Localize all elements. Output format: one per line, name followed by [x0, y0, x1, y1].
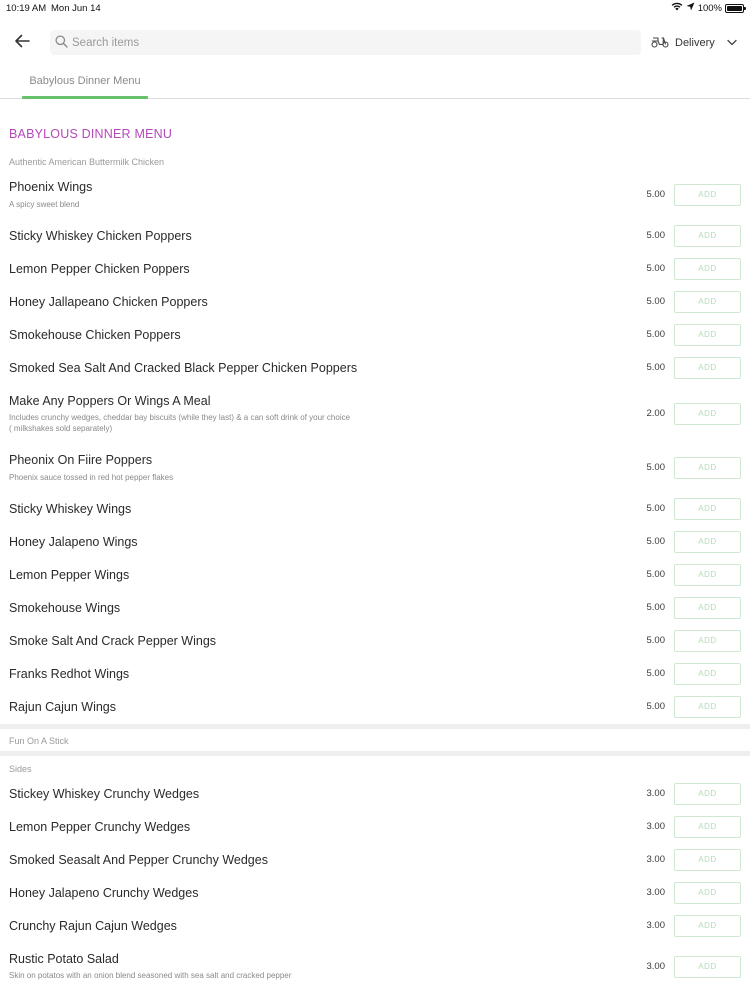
menu-item-name[interactable]: Stickey Whiskey Crunchy Wedges [9, 787, 200, 801]
add-button[interactable]: ADD [674, 630, 741, 652]
menu-item-name[interactable]: Honey Jalapeno Crunchy Wedges [9, 886, 199, 900]
menu-item-name[interactable]: Sticky Whiskey Chicken Poppers [9, 229, 192, 243]
add-button[interactable]: ADD [674, 403, 741, 425]
menu-item-price: 5.00 [646, 635, 665, 646]
menu-item-name[interactable]: Honey Jallapeano Chicken Poppers [9, 295, 208, 309]
add-button[interactable]: ADD [674, 498, 741, 520]
section-label: Fun On A Stick [9, 736, 69, 746]
menu-item-name[interactable]: Phoenix Wings [9, 180, 93, 194]
add-button[interactable]: ADD [674, 663, 741, 685]
menu-item-name[interactable]: Pheonix On Fiire Poppers [9, 453, 153, 467]
scooter-icon [651, 34, 669, 51]
menu-item-price: 5.00 [646, 668, 665, 679]
menu-item-name[interactable]: Rajun Cajun Wings [9, 700, 116, 714]
search-icon [55, 35, 68, 53]
delivery-label: Delivery [675, 36, 715, 49]
menu-item-price: 5.00 [646, 263, 665, 274]
delivery-selector[interactable] [651, 34, 737, 51]
add-button[interactable]: ADD [674, 258, 741, 280]
add-button[interactable]: ADD [674, 291, 741, 313]
menu-title: BABYLOUS DINNER MENU [9, 127, 173, 141]
battery-percent: 100% [697, 2, 722, 14]
status-date: Mon Jun 14 [51, 3, 101, 14]
menu-item-price: 3.00 [646, 854, 665, 865]
menu-item-price: 5.00 [646, 701, 665, 712]
menu-item-price: 5.00 [646, 362, 665, 373]
tab-label: Babylous Dinner Menu [29, 75, 141, 87]
section-divider [0, 751, 750, 756]
menu-item-name[interactable]: Smoke Salt And Crack Pepper Wings [9, 634, 217, 648]
menu-item-price: 5.00 [646, 536, 665, 547]
menu-item-price: 5.00 [646, 602, 665, 613]
menu-item-price: 5.00 [646, 569, 665, 580]
menu-item-name[interactable]: Smoked Sea Salt And Cracked Black Pepper Chicken Poppers [9, 361, 358, 375]
chevron-down-icon [727, 37, 737, 49]
add-button[interactable]: ADD [674, 882, 741, 904]
add-button[interactable]: ADD [674, 457, 741, 479]
menu-item-price: 3.00 [646, 788, 665, 799]
status-time: 10:19 AM [6, 3, 47, 14]
menu-item-name[interactable]: Sticky Whiskey Wings [9, 502, 132, 516]
add-button[interactable]: ADD [674, 696, 741, 718]
top-bar [0, 26, 750, 60]
menu-item-name[interactable]: Rustic Potato Salad [9, 952, 119, 966]
menu-item-name[interactable]: Smoked Seasalt And Pepper Crunchy Wedges [9, 853, 268, 867]
menu-item-name[interactable]: Franks Redhot Wings [9, 667, 130, 681]
wifi-icon [671, 2, 683, 14]
menu-item-description: Includes crunchy wedges, cheddar bay biscuits (while they last) & a can soft drink of your choice ( milkshakes sold separately) [9, 413, 351, 433]
add-button[interactable]: ADD [674, 564, 741, 586]
add-button[interactable]: ADD [674, 597, 741, 619]
menu-item-description: Phoenix sauce tossed in red hot pepper flakes [9, 473, 174, 482]
menu-item-price: 5.00 [646, 462, 665, 473]
menu-item-price: 2.00 [646, 408, 665, 419]
menu-item-price: 3.00 [646, 920, 665, 931]
tab-active-indicator [22, 96, 148, 99]
add-button[interactable]: ADD [674, 783, 741, 805]
menu-item-description: Skin on potatos with an onion blend seasoned with sea salt and cracked pepper [9, 971, 292, 980]
add-button[interactable]: ADD [674, 849, 741, 871]
menu-item-price: 5.00 [646, 503, 665, 514]
add-button[interactable]: ADD [674, 816, 741, 838]
search-input[interactable] [72, 33, 632, 52]
menu-item-price: 5.00 [646, 230, 665, 241]
menu-item-price: 3.00 [646, 821, 665, 832]
menu-item-name[interactable]: Make Any Poppers Or Wings A Meal [9, 394, 211, 408]
menu-item-price: 5.00 [646, 296, 665, 307]
menu-item-name[interactable]: Lemon Pepper Wings [9, 568, 130, 582]
add-button[interactable]: ADD [674, 357, 741, 379]
status-right [671, 2, 744, 14]
menu-item-price: 3.00 [646, 887, 665, 898]
back-button[interactable] [11, 32, 33, 54]
arrow-left-icon [14, 34, 30, 53]
add-button[interactable]: ADD [674, 184, 741, 206]
menu-item-name[interactable]: Smokehouse Wings [9, 601, 121, 615]
menu-item-price: 5.00 [646, 329, 665, 340]
menu-item-name[interactable]: Honey Jalapeno Wings [9, 535, 138, 549]
battery-icon [725, 4, 744, 13]
search-bar[interactable] [50, 30, 641, 55]
menu-item-description: A spicy sweet blend [9, 200, 80, 209]
section-label: Authentic American Buttermilk Chicken [9, 157, 165, 167]
menu-tab-bar [0, 66, 750, 99]
menu-item-name[interactable]: Smokehouse Chicken Poppers [9, 328, 181, 342]
section-divider [0, 724, 750, 729]
tab-babylous-dinner-menu[interactable] [22, 66, 148, 98]
location-arrow-icon [686, 2, 695, 14]
add-button[interactable]: ADD [674, 531, 741, 553]
add-button[interactable]: ADD [674, 225, 741, 247]
section-label: Sides [9, 764, 32, 774]
menu-item-price: 5.00 [646, 189, 665, 200]
menu-item-name[interactable]: Lemon Pepper Chicken Poppers [9, 262, 190, 276]
add-button[interactable]: ADD [674, 915, 741, 937]
status-bar [0, 0, 750, 18]
menu-item-name[interactable]: Lemon Pepper Crunchy Wedges [9, 820, 191, 834]
add-button[interactable]: ADD [674, 956, 741, 978]
add-button[interactable]: ADD [674, 324, 741, 346]
menu-item-price: 3.00 [646, 961, 665, 972]
menu-item-name[interactable]: Crunchy Rajun Cajun Wedges [9, 919, 177, 933]
